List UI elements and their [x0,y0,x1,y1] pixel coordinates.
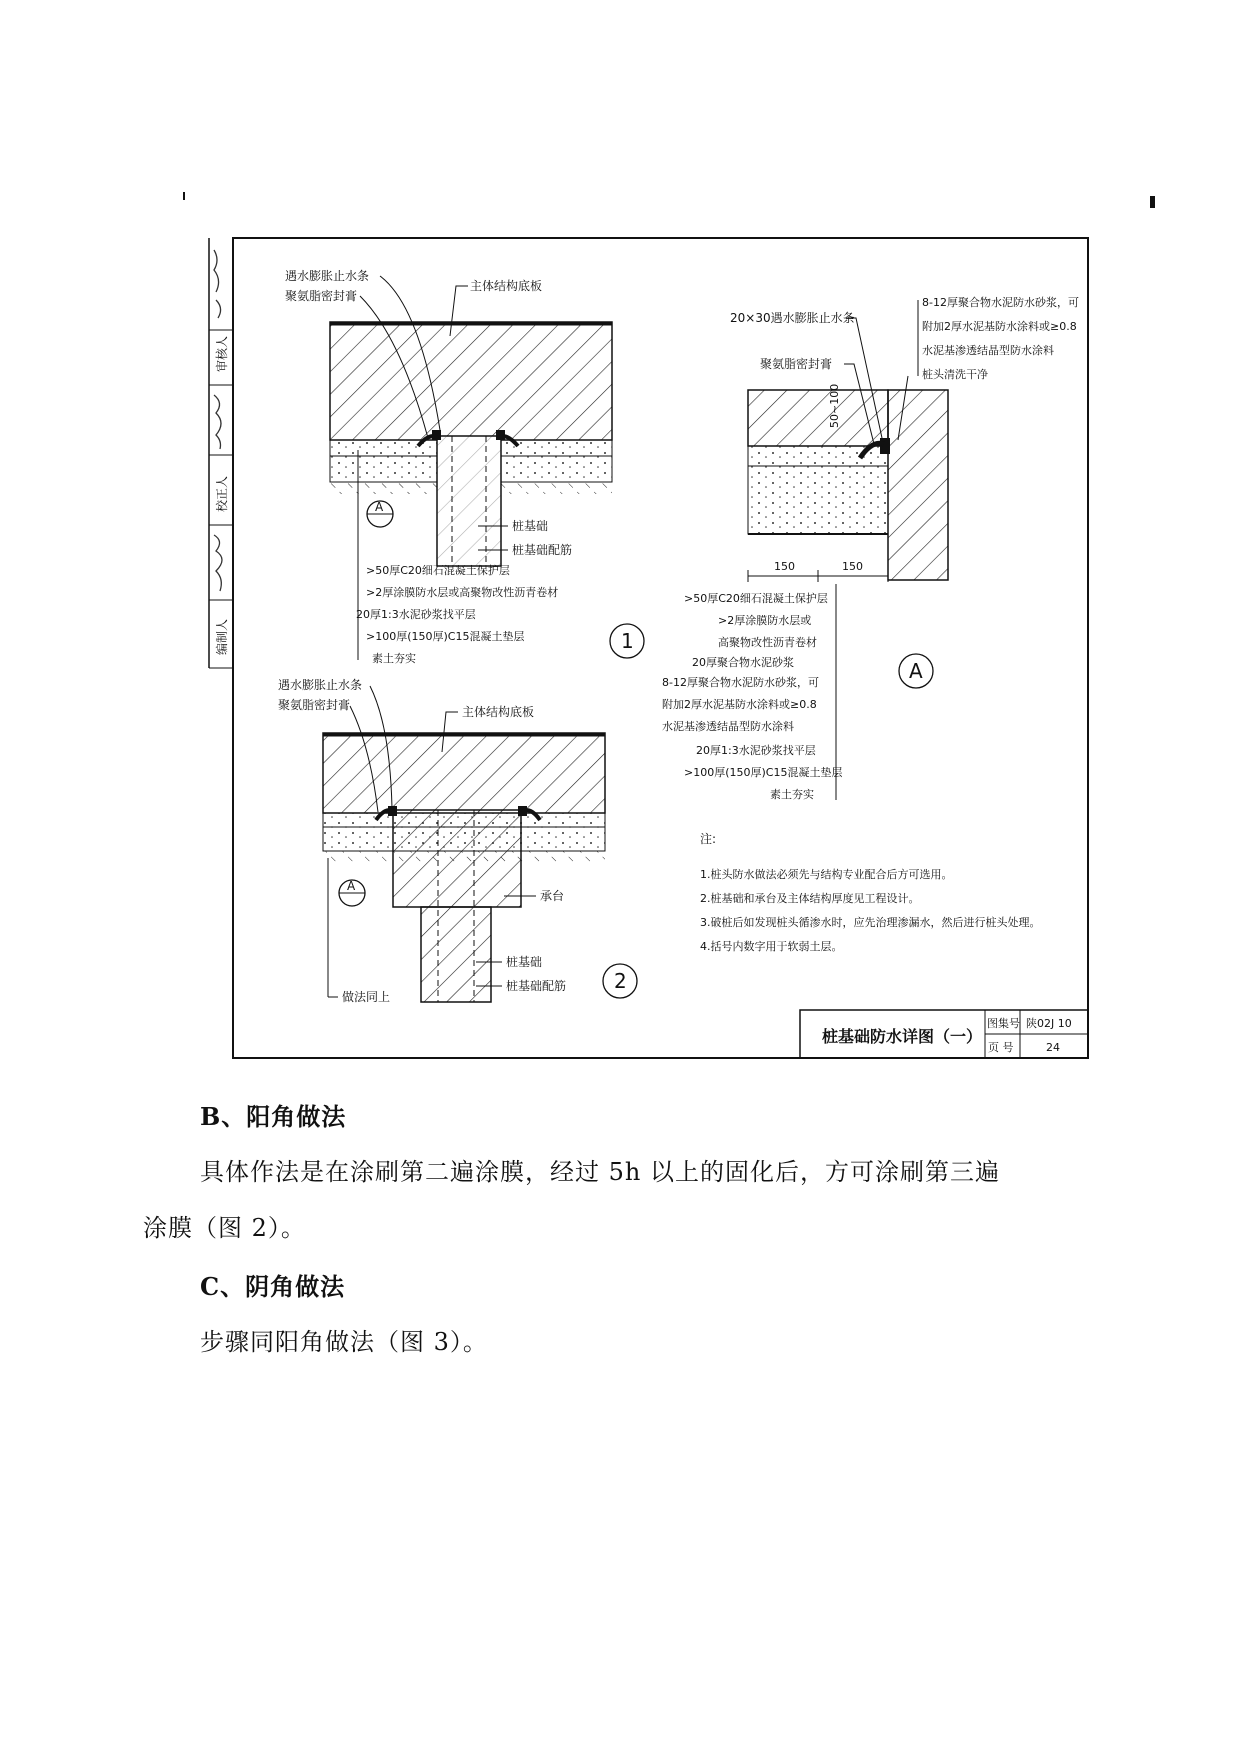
drawing-title: 桩基础防水详图（一） [822,1027,983,1046]
paragraph-convex-corner-1: 具体作法是在涂刷第二遍涂膜，经过 5h 以上的固化后，方可涂刷第三遍 [200,1158,1000,1186]
label-mortar-1: 8-12厚聚合物水泥防水砂浆，可 [922,296,1079,309]
page-no-value: 24 [1046,1041,1060,1054]
signature-sidebar [209,238,233,668]
label-waterstop: 遇水膨胀止水条 [285,269,370,283]
label-pile: 桩基础 [512,519,549,533]
detail-a-layer-labels [662,591,842,801]
label-pile-rebar: 桩基础配筋 [512,543,573,557]
dimension-vertical: 50~100 [828,383,841,428]
callout-a: A [375,500,384,514]
sidebar-label-compiler: 编制人 [215,618,229,655]
label-same-as-above: 做法同上 [342,990,391,1004]
scan-mark [1150,196,1155,208]
handwritten-signature [214,535,222,591]
note-item: 1.桩头防水做法必须先与结构专业配合后方可选用。 [700,868,953,881]
sidebar-label-corrector: 校正人 [215,475,229,512]
label-pile-rebar: 桩基础配筋 [506,979,567,993]
cushion-layer [748,466,888,534]
label-base-slab: 主体结构底板 [462,705,535,719]
scan-mark [183,192,185,200]
title-block [800,1010,1088,1058]
layer-label: 水泥基渗透结晶型防水涂料 [662,720,794,733]
handwritten-signature [214,250,221,318]
heading-concave-corner: C、阴角做法 [200,1272,346,1301]
layer-label: >2厚涂膜防水层或 [718,614,812,627]
atlas-no-label: 图集号 [987,1017,1020,1030]
detail-number: 1 [621,629,634,653]
notes [700,832,1041,953]
detail-1 [285,268,644,665]
dimension-left: 150 [774,560,795,573]
layer-label: 附加2厚水泥基防水涂料或≥0.8 [662,698,817,711]
layer-label: 素土夯实 [372,652,416,665]
label-pile-clean: 桩头清洗干净 [922,368,988,381]
sidebar-label-reviewer: 审核人 [215,335,229,372]
detail-callout-a: A [909,659,923,683]
notes-heading: 注: [700,832,717,846]
label-sealant: 聚氨脂密封膏 [760,357,833,371]
layer-label: 20厚1:3水泥砂浆找平层 [696,744,816,757]
base-slab [330,322,612,440]
layer-label: 素土夯实 [770,788,814,801]
layer-label: 20厚聚合物水泥砂浆 [692,656,794,669]
layer-label: 20厚1:3水泥砂浆找平层 [356,608,476,621]
paragraph-concave-corner: 步骤同阳角做法（图 3）。 [200,1328,488,1356]
detail-number: 2 [614,969,627,993]
label-mortar-2: 附加2厚水泥基防水涂料或≥0.8 [922,320,1077,333]
pile [421,907,491,1002]
heading-convex-corner: B、阳角做法 [200,1102,347,1131]
label-pile: 桩基础 [506,955,543,969]
label-mortar-3: 水泥基渗透结晶型防水涂料 [922,344,1054,357]
handwritten-signature [214,395,221,449]
layer-label: >100厚(150厚)C15混凝土垫层 [366,630,525,643]
waterstop-strip [880,438,890,454]
layer-label: 8-12厚聚合物水泥防水砂浆，可 [662,676,819,689]
detail-a [662,295,1079,801]
note-item: 2.桩基础和承台及主体结构厚度见工程设计。 [700,892,920,905]
pile-cap [393,810,521,907]
label-waterstop-size: 20×30遇水膨胀止水条 [730,311,855,325]
layer-label: >100厚(150厚)C15混凝土垫层 [684,766,843,779]
detail-2 [278,677,637,1004]
atlas-no-value: 陕02J 10 [1026,1017,1072,1030]
layer-label: >2厚涂膜防水层或高聚物改性沥青卷材 [366,586,559,599]
page-no-label: 页 号 [988,1041,1014,1054]
layer-label: >50厚C20细石混凝土保护层 [366,564,510,577]
layer-label: >50厚C20细石混凝土保护层 [684,592,828,605]
paragraph-convex-corner-2: 涂膜（图 2）。 [143,1214,306,1242]
label-waterstop: 遇水膨胀止水条 [278,678,363,692]
note-item: 3.破桩后如发现桩头循渗水时，应先治理渗漏水，然后进行桩头处理。 [700,916,1041,929]
layer-label: 高聚物改性沥青卷材 [718,636,817,649]
label-base-slab: 主体结构底板 [470,279,543,293]
label-sealant: 聚氨脂密封膏 [285,289,358,303]
callout-a: A [347,879,356,893]
dimension-right: 150 [842,560,863,573]
label-sealant: 聚氨脂密封膏 [278,698,351,712]
pile-head [888,390,948,580]
label-pile-cap: 承台 [540,889,565,903]
note-item: 4.括号内数字用于软弱土层。 [700,940,843,953]
